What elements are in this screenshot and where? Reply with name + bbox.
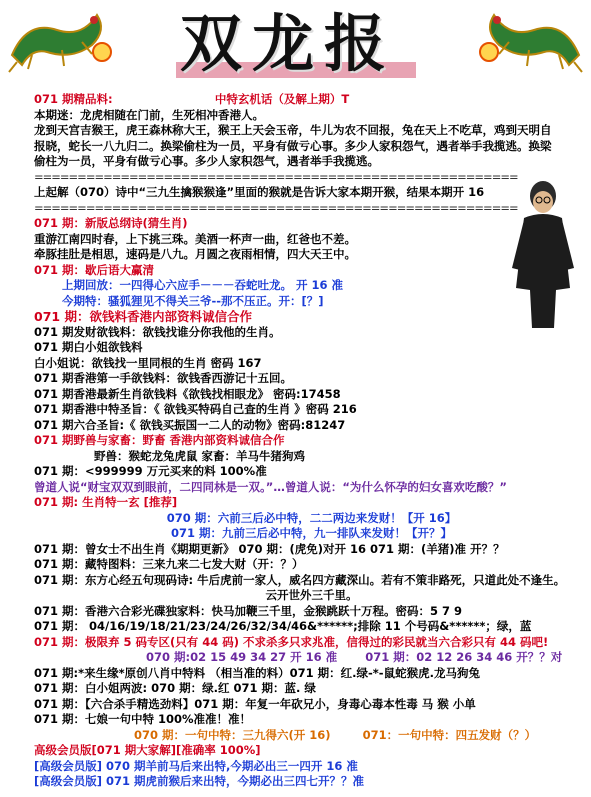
number-list-071: 071 期：02 12 26 34 46 开？？对: [365, 650, 563, 664]
line-8: 重游江南四时春，上下挑三珠。美酒一杯声一曲，红爸也不差。: [34, 231, 356, 246]
one-line-tip-071: 071：一句中特：四五发财（？）: [362, 727, 537, 742]
page-title: 双龙报: [180, 7, 397, 80]
line-18: 071 期香港最新生肖欲钱料《欲钱找相眼龙》 密码:17458: [34, 386, 341, 401]
line-41: 高级会员版[071 期大家解][准确率 100%]: [34, 743, 261, 757]
line-10: 071 期：歇后语大赢清: [34, 262, 155, 277]
line-43: [高级会员版] 071 期虎前猴后来出特，今期必出三四七开？？准: [34, 774, 365, 788]
line-13: 071 期：欲钱料香港内部资料诚信合作: [34, 309, 252, 324]
line-34: 071 期：极限弃 5 码专区(只有 44 码) 不求杀多只求兆准，信得过的彩民就当六合彩只有 44 码吧!: [34, 634, 549, 649]
section-heading: 中特玄机话（及解上期）T: [214, 92, 350, 106]
line-36: 071 期:*来生缘*原创八肖中特料 （相当准的料）071 期：红.绿-*-鼠蛇猴虎.龙马狗兔: [34, 665, 480, 680]
separator: ========================================================: [34, 200, 518, 215]
separator: ========================================================: [34, 169, 518, 184]
line-33: 071 期： 04/16/19/18/21/23/24/26/32/34/46&******;排除 11 个号码&******；绿，蓝: [34, 619, 532, 633]
line-39: 071 期：七娘一句中特 100%准准！准！: [34, 712, 252, 726]
line-20: 071 期六合圣旨:《 欲钱买振国一二人的动物》密码:81247: [34, 417, 346, 432]
line-6: 上起解（070）诗中“三九生擒猴猴逢”里面的猴就是告诉大家本期开猴，结果本期开 16: [34, 185, 485, 199]
line-16: 白小姐说：欲钱找一里同根的生肖 密码 167: [34, 355, 262, 370]
line-11: 上期回放：一四得心六应手－－－吞蛇吐龙。 开 16 准: [62, 278, 344, 292]
line-12: 今期特：骚狐狸见不得关三爷--那不压正。开：[？]: [62, 293, 324, 308]
line-22: 野兽：猴蛇龙兔虎鼠 家畜：羊马牛猪狗鸡: [94, 448, 306, 463]
line-5: 偷柱为一员，平身有做亏心事。多少人家积怨气，遇者举手我揽逃。: [34, 154, 379, 168]
dragon-right-icon: [469, 0, 589, 80]
line-29: 071 期：藏特图料：三来九来二七发大财（开：？）: [34, 557, 304, 571]
line-40: [34, 728, 589, 744]
line-7: 071 期：新版总纲诗(猜生肖): [34, 216, 188, 230]
line-42: [高级会员版] 070 期羊前马后来出特,今期必出三一四开 16 准: [34, 758, 358, 773]
main-content: [34, 92, 589, 790]
line-15: 071 期白小姐欲钱料: [34, 340, 143, 354]
line-9: 牵豚挂肚是相思，速码是八九。月圆之夜雨相情，四大天王中。: [34, 247, 356, 261]
line-3: 龙到天宫吉猴王，虎王森林称大王，猴王上天会玉帝，牛儿为农不回报，兔在天上不吃草，鸡到天明自: [34, 123, 552, 137]
line-38: 071 期：【六合杀手精选劲料】071 期：年复一年砍兄小，身毒心毒本性毒 马 猴 小单: [34, 696, 476, 711]
header-banner: [0, 0, 591, 92]
line-14: 071 期发财欲钱料：欲钱找谁分你我他的生肖。: [34, 324, 281, 339]
line-1: [34, 92, 589, 108]
line-35: [34, 650, 589, 666]
line-4: 报晓，蛇长一八九归二。换梁偷柱为一员，平身有做亏心事。多少人家积怨气，遇者举手我揽逃。换梁: [34, 138, 552, 153]
line-37: 071 期：白小姐两波: 070 期：绿.红 071 期：蓝. 绿: [34, 681, 316, 695]
dragon-left-icon: [2, 0, 122, 80]
line-17: 071 期香港第一手欲钱料：欲钱香西游记十五回。: [34, 371, 293, 385]
line-19: 071 期香港中特圣旨：《 欲钱买特码自己查的生肖 》密码 216: [34, 402, 357, 416]
line-31: 云开世外三千里。: [265, 588, 358, 602]
line-32: 071 期：香港六合彩光碟独家料：快马加鞭三千里，金猴跳跃十万程。密码：5 7 9: [34, 603, 463, 618]
line-27: 071 期：九前三后必中特，九一排队来发财！【开？】: [170, 526, 452, 540]
line-28: 071 期：曾女士不出生肖《期期更新》 070 期：(虎免)对开 16 071 期：(羊猪)准 开？？: [34, 541, 505, 556]
line-30: 071 期：东方心经五句现码诗: 牛后虎前一家人，威名四方藏深山。若有不策非路死，只道此处不逢生。: [34, 572, 566, 587]
one-line-tip-070: 070 期：一句中特：三九得六(开 16): [134, 727, 331, 742]
line-25: 071 期: 生肖特一玄 [推荐]: [34, 495, 178, 509]
line-26: 070 期：六前三后必中特，二二两边来发财！【开 16】: [166, 510, 457, 525]
section-label: 071 期精品料:: [34, 92, 113, 106]
line-21: 071 期野兽与家畜：野畜 香港内部资料诚信合作: [34, 433, 285, 447]
line-24: 曾道人说“财宝双双到眼前，二四同林是一双。”…曾道人说：“为什么怀孕的妇女喜欢吃酸？”: [34, 479, 507, 494]
number-list-070: 070 期:02 15 49 34 27 开 16 准: [146, 650, 338, 664]
line-2: 本期迷：龙虎相随在门前，生死相冲香港人。: [34, 107, 264, 122]
line-23: 071 期：<999999 万元买来的料 100%准: [34, 464, 267, 478]
